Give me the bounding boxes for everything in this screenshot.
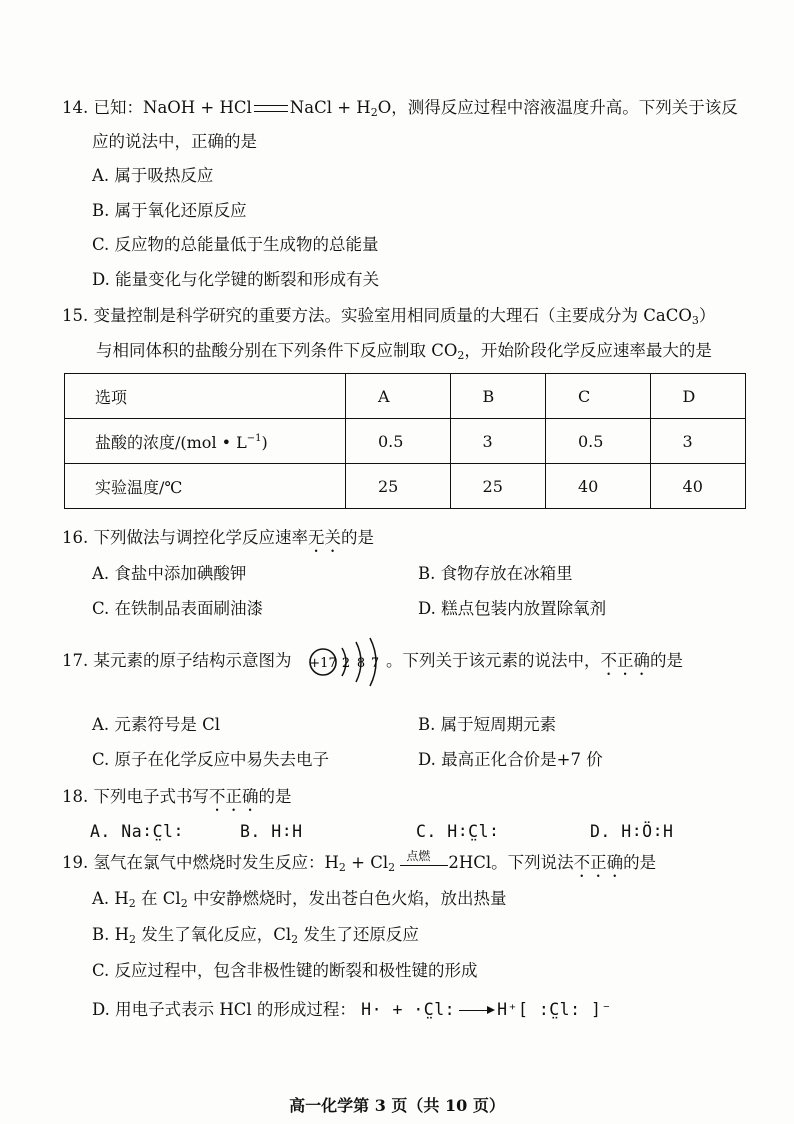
q18-number: 18. (62, 787, 89, 806)
option-text: 在 Cl (135, 889, 181, 908)
label-text: 盐酸的浓度/(mol • L (95, 432, 247, 452)
q19-option-c: C. 反应过程中，包含非极性键的断裂和极性键的形成 (92, 961, 478, 980)
q17-stem-text: 某元素的原子结构示意图为 (93, 651, 292, 670)
q18-stem (62, 786, 292, 815)
hcl-formation-reactants: H· + ·C̤l: (361, 1000, 456, 1019)
q15-stem-line1 (62, 305, 715, 332)
option-text: 中安静燃烧时，发出苍白色火焰，放出热量 (187, 889, 507, 908)
table-cell: 3 (650, 419, 745, 464)
q17-option-c: C. 原子在化学反应中易失去电子 (92, 750, 330, 769)
table-cell: A (346, 374, 451, 419)
q16-stem-text: 下列做法与调控化学反应速率 (93, 528, 308, 547)
q15-table (64, 373, 746, 509)
q14-number: 14. (62, 98, 89, 117)
table-cell: 0.5 (545, 419, 650, 464)
subscript: 2 (291, 933, 299, 946)
shell-electron-count: 7 (370, 656, 380, 671)
reaction-arrow-line (400, 865, 448, 866)
table-cell: 选项 (65, 374, 346, 419)
q18-option-a: A. Na∶C̤l∶ (90, 822, 184, 841)
table-cell: B (450, 374, 545, 419)
emphasis-text: 无关 (308, 528, 341, 547)
table-cell: 25 (450, 464, 545, 509)
table-row (65, 419, 746, 464)
q18-option-d: D. H∶Ö∶H (590, 822, 674, 841)
label-text: ) (261, 432, 268, 452)
atomic-structure-diagram (306, 634, 386, 690)
q15-stem-text: 变量控制是科学研究的重要方法。实验室用相同质量的大理石（主要成分为 CaCO (93, 306, 692, 325)
q14-option-c: C. 反应物的总能量低于生成物的总能量 (92, 235, 379, 254)
emphasis-text: 不正确 (600, 651, 650, 670)
subscript: 2 (388, 861, 396, 874)
q19-stem-text: 的是 (623, 853, 657, 872)
q17-option-b: B. 属于短周期元素 (418, 715, 557, 734)
q19-number: 19. (62, 853, 89, 872)
table-row-label (65, 419, 346, 464)
q16-option-a: A. 食盐中添加碘酸钾 (92, 564, 247, 583)
q15-stem-line2 (96, 340, 712, 367)
formation-arrow (459, 1010, 493, 1011)
subscript: 2 (370, 106, 378, 119)
q17-stem-text: 的是 (650, 651, 683, 670)
option-text: 发生了还原反应 (298, 925, 419, 944)
q14-stem-line1 (62, 97, 738, 124)
q14-stem-b: NaCl + H (289, 98, 371, 117)
q19-stem-text: 2HCl。下列说法 (448, 853, 574, 872)
table-cell: D (650, 374, 745, 419)
q14-option-b: B. 属于氧化还原反应 (92, 201, 247, 220)
q19-stem-text: 氢气在氯气中燃烧时发生反应：H (93, 853, 339, 872)
q15-number: 15. (62, 306, 89, 325)
subscript: 2 (129, 933, 137, 946)
q15-stem-text: 与相同体积的盐酸分别在下列条件下反应制取 CO (96, 341, 458, 360)
emphasis-text: 不正确 (209, 787, 259, 806)
page-footer: 高一化学第 3 页（共 10 页） (289, 1096, 505, 1115)
table-cell: 40 (545, 464, 650, 509)
shell-electron-count: 8 (356, 656, 366, 671)
subscript: 3 (691, 314, 699, 327)
shell-electron-count: 2 (341, 656, 351, 671)
reaction-condition-arrow (400, 848, 448, 875)
nucleus-charge: +17 (309, 656, 337, 671)
option-text: D. 用电子式表示 HCl 的形成过程： (92, 1000, 356, 1019)
q17-option-a: A. 元素符号是 Cl (92, 715, 221, 734)
q18-stem-text: 下列电子式书写 (93, 787, 209, 806)
q14-option-a: A. 属于吸热反应 (92, 166, 214, 185)
q19-option-d (92, 999, 612, 1021)
q16-option-c: C. 在铁制品表面刷油漆 (92, 599, 264, 618)
q14-stem-c: O，测得反应过程中溶液温度升高。下列关于该反 (377, 98, 738, 117)
q16-option-b: B. 食物存放在冰箱里 (418, 564, 573, 583)
q19-stem (62, 848, 657, 881)
table-row (65, 464, 746, 509)
hcl-formation-product: H⁺[ :C̤l: ]⁻ (497, 1000, 612, 1019)
table-cell: 3 (450, 419, 545, 464)
table-cell: 0.5 (346, 419, 451, 464)
q17-stem-b (386, 650, 683, 679)
table-cell: 40 (650, 464, 745, 509)
q16-stem (62, 527, 374, 556)
subscript: 2 (457, 349, 465, 362)
reaction-condition-label: 点燃 (406, 848, 431, 863)
q15-stem-text: ） (698, 306, 716, 325)
q18-option-b: B. H∶H (240, 822, 303, 841)
table-cell: C (545, 374, 650, 419)
q19-option-b (92, 924, 419, 951)
table-cell: 25 (346, 464, 451, 509)
q19-option-a (92, 888, 506, 915)
table-header-row (65, 374, 746, 419)
q16-option-d: D. 糕点包装内放置除氧剂 (418, 599, 607, 618)
subscript: 2 (128, 897, 136, 910)
table-row-label: 实验温度/℃ (65, 464, 346, 509)
option-text: 发生了氧化反应，Cl (136, 925, 292, 944)
q16-stem-text: 的是 (341, 528, 374, 547)
emphasis-text: 不正确 (573, 853, 624, 872)
q19-stem-text: + Cl (345, 853, 389, 872)
q17-option-d: D. 最高正化合价是+7 价 (418, 750, 603, 769)
q18-stem-text: 的是 (258, 787, 292, 806)
option-text: A. H (92, 889, 129, 908)
q14-stem-a: 已知：NaOH + HCl (93, 98, 252, 117)
q17-stem-a (62, 650, 292, 672)
option-text: B. H (92, 925, 130, 944)
q14-stem-line2: 应的说法中，正确的是 (92, 132, 257, 151)
q15-stem-text: ，开始阶段化学反应速率最大的是 (464, 341, 712, 360)
q17-stem-text: 。下列关于该元素的说法中， (386, 651, 601, 670)
equation-equals-sign (254, 105, 288, 112)
q16-number: 16. (62, 528, 89, 547)
q18-option-c: C. H∶C̤l∶ (416, 822, 500, 841)
subscript: 2 (180, 897, 188, 910)
q14-option-d: D. 能量变化与化学键的断裂和形成有关 (92, 270, 380, 289)
subscript: 2 (338, 861, 346, 874)
superscript: −1 (246, 432, 262, 444)
q17-number: 17. (62, 651, 89, 670)
